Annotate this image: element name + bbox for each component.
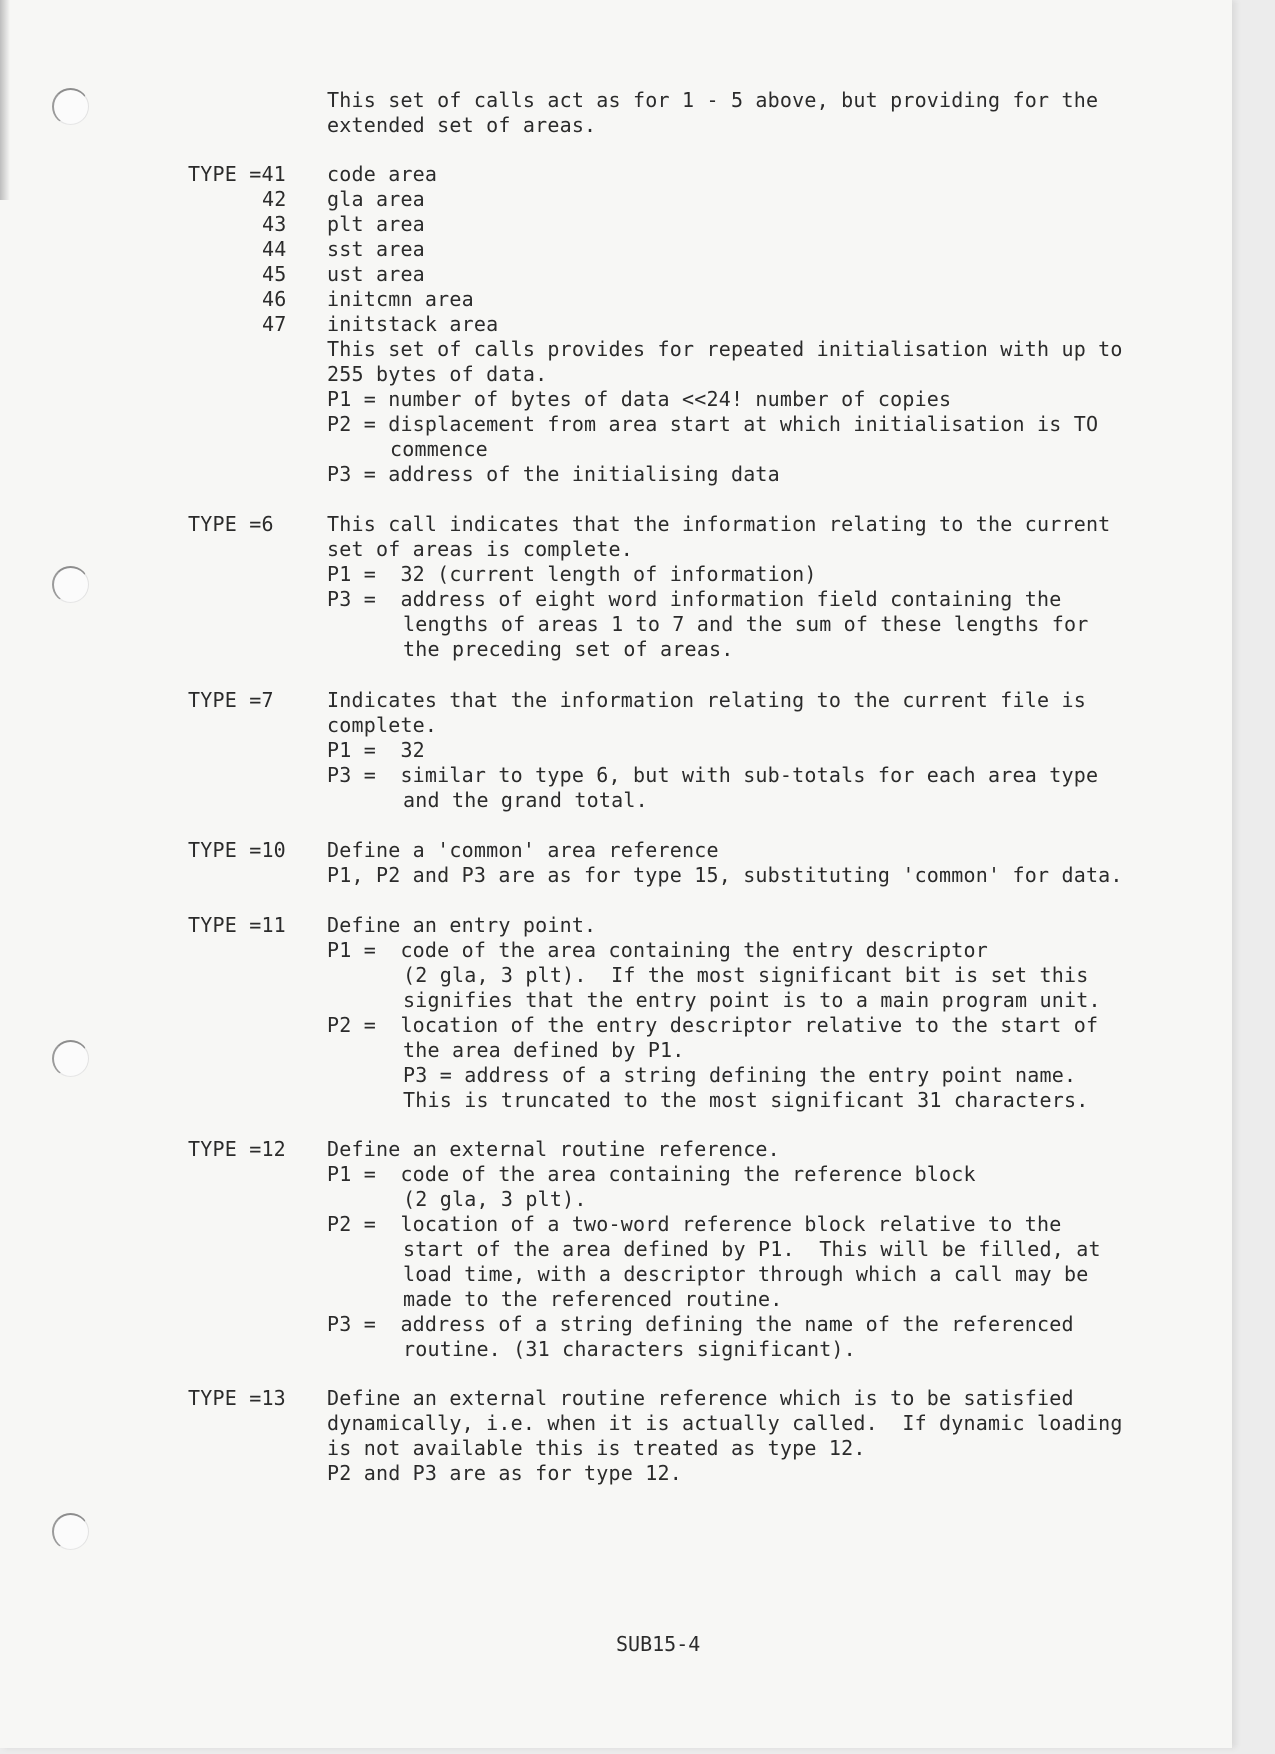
type-label: TYPE =7 [188,688,274,712]
body-line: P2 and P3 are as for type 12. [327,1461,682,1485]
body-line: is not available this is treated as type 12. [327,1436,866,1460]
body-line: P1 = 32 (current length of information) [327,562,817,586]
body-line: dynamically, i.e. when it is actually called. If dynamic loading [327,1411,1123,1435]
area-name: ust area [327,262,425,286]
body-line: the preceding set of areas. [403,637,734,661]
type-number: 42 [262,187,287,211]
body-line: (2 gla, 3 plt). [403,1187,587,1211]
body-line: signifies that the entry point is to a main program unit. [403,988,1101,1012]
type-number: 43 [262,212,287,236]
type-label: TYPE =11 [188,913,286,937]
body-line: P3 = address of a string defining the entry point name. [403,1063,1077,1087]
body-line: extended set of areas. [327,113,597,137]
body-line: P3 = address of the initialising data [327,462,780,486]
punch-hole [52,1513,89,1550]
type-label: TYPE =6 [188,512,274,536]
area-name: initcmn area [327,287,474,311]
body-line: P1 = number of bytes of data <<24! number of copies [327,387,952,411]
body-line: and the grand total. [403,788,648,812]
body-line: P3 = similar to type 6, but with sub-totals for each area type [327,763,1099,787]
body-line: P3 = address of eight word information field containing the [327,587,1062,611]
body-line: P1, P2 and P3 are as for type 15, substituting 'common' for data. [327,863,1123,887]
body-line: made to the referenced routine. [403,1287,783,1311]
body-line: Define an external routine reference which is to be satisfied [327,1386,1074,1410]
body-line: the area defined by P1. [403,1038,685,1062]
body-line: commence [390,437,488,461]
type-label: TYPE =10 [188,838,286,862]
type-label: TYPE =41 [188,162,286,186]
area-name: plt area [327,212,425,236]
body-line: P2 = location of the entry descriptor relative to the start of [327,1013,1099,1037]
body-line: This call indicates that the information relating to the current [327,512,1111,536]
body-line: This set of calls act as for 1 - 5 above, but providing for the [327,88,1099,112]
body-line: Indicates that the information relating to the current file is [327,688,1086,712]
body-line: Define a 'common' area reference [327,838,719,862]
body-line: This is truncated to the most significant 31 characters. [403,1088,1089,1112]
body-line: start of the area defined by P1. This will be filled, at [403,1237,1101,1261]
area-name: sst area [327,237,425,261]
page-number: SUB15-4 [616,1632,701,1656]
area-name: gla area [327,187,425,211]
type-label: TYPE =12 [188,1137,286,1161]
body-line: 255 bytes of data. [327,362,548,386]
body-line: P1 = 32 [327,738,425,762]
type-number: 46 [262,287,287,311]
body-line: P3 = address of a string defining the name of the referenced [327,1312,1074,1336]
body-line: Define an entry point. [327,913,597,937]
body-line: complete. [327,713,438,737]
type-number: 47 [262,312,287,336]
body-line: P1 = code of the area containing the reference block [327,1162,976,1186]
body-line: set of areas is complete. [327,537,634,561]
punch-hole [52,1040,89,1077]
body-line: P1 = code of the area containing the entry descriptor [327,938,989,962]
type-label: TYPE =13 [188,1386,286,1410]
body-line: load time, with a descriptor through which a call may be [403,1262,1089,1286]
body-line: (2 gla, 3 plt). If the most significant bit is set this [403,963,1089,987]
punch-hole [52,88,89,125]
page-edge-shadow [0,0,10,200]
punch-hole [52,566,89,603]
type-number: 45 [262,262,287,286]
body-line: P2 = displacement from area start at which initialisation is TO [327,412,1099,436]
body-line: routine. (31 characters significant). [403,1337,856,1361]
area-name: code area [327,162,438,186]
body-line: This set of calls provides for repeated initialisation with up to [327,337,1123,361]
body-line: Define an external routine reference. [327,1137,780,1161]
type-number: 44 [262,237,287,261]
body-line: lengths of areas 1 to 7 and the sum of these lengths for [403,612,1089,636]
area-name: initstack area [327,312,499,336]
body-line: P2 = location of a two-word reference block relative to the [327,1212,1062,1236]
